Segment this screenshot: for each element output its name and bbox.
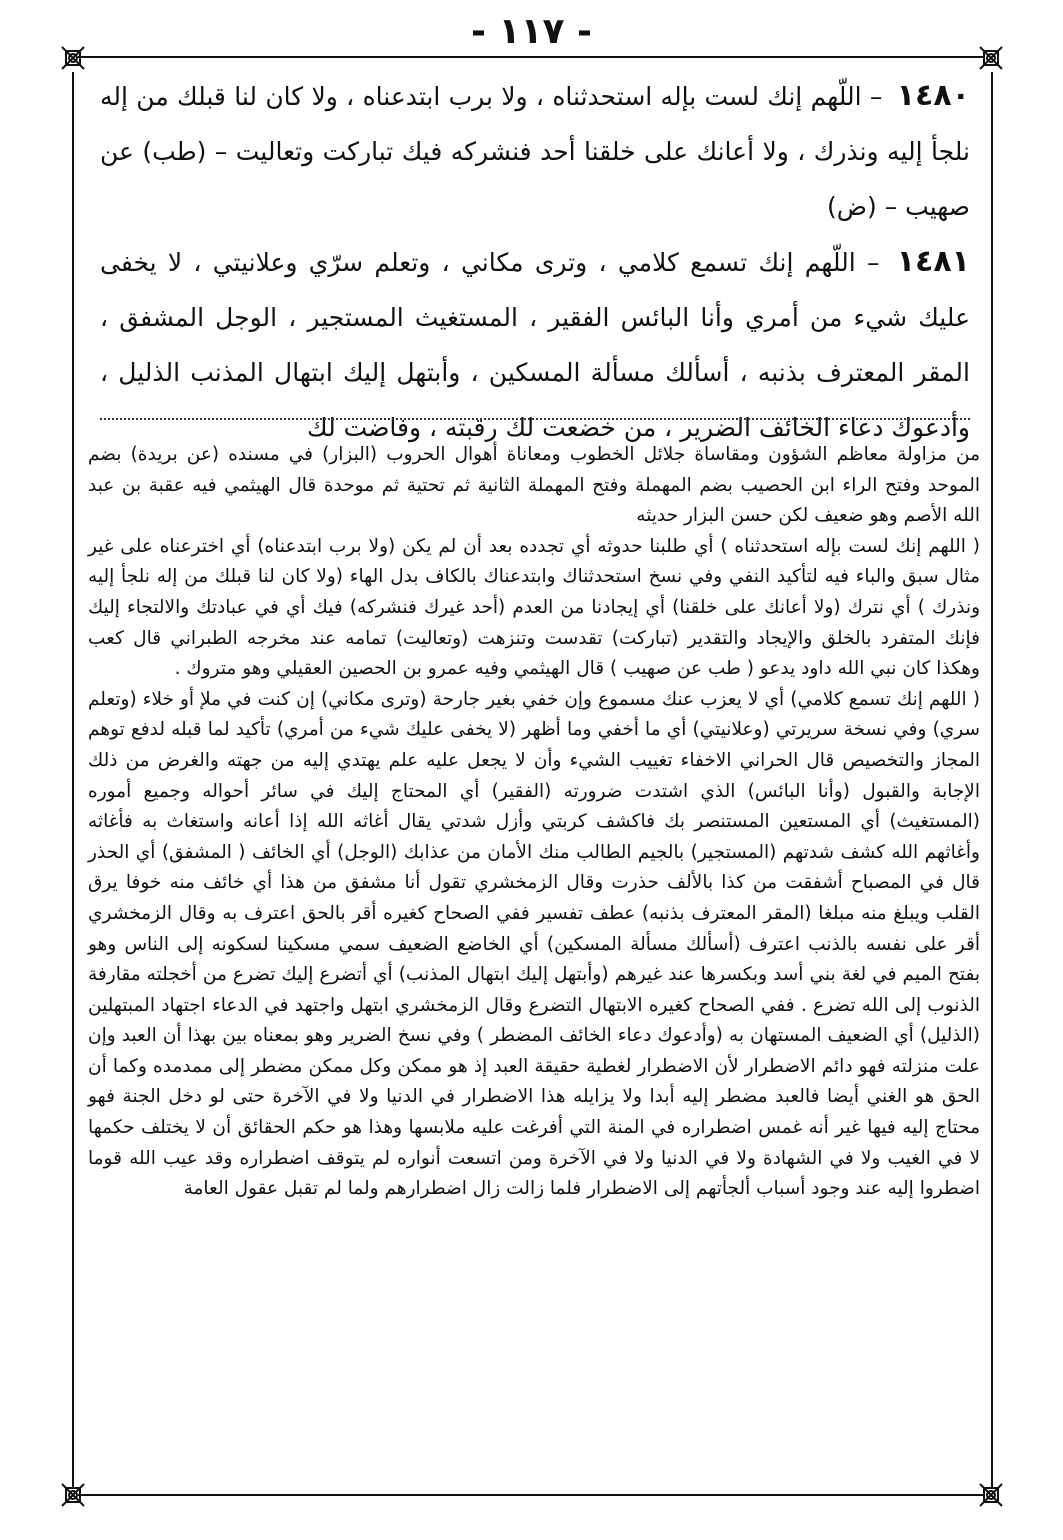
commentary-paragraph: ( اللهم إنك تسمع كلامي) أي لا يعزب عنك مسموع وإن خفي بغير جارحة (وترى مكاني) إن كنت في ملإ أو خلاء (وتعلم سري) وفي نسخة سريرتي (وعلانيتي) أي ما أخفي وما أظهر (لا يخفى عليك شيء من أمري) تأكيد لما قبله لدفع توهم المجاز والتخصيص قال الحراني الاخفاء تغييب الشيء وأن لا يجعل عليه علم يهتدي إليه من جهته والغرض من ذلك الإجابة والقبول (وأنا البائس) الذي اشتدت ضرورته (الفقير) أي المحتاج إليك في سائر أحواله وجميع أموره (المستغيث) أي المستعين المستنصر بك فاكشف كربتي وأزل شدتي يقال أغاثه الله إذا أعانه واستغاث به فأغاثه وأغاثهم الله كشف شدتهم (المستجير) بالجيم الطالب منك الأمان من عذابك (الوجل) أي الخائف ( المشفق) أي الحذر قال في المصباح أشفقت من كذا بالألف حذرت وقال الزمخشري تقول أنا مشفق من هذا أي خائف منه خوفا يرق القلب ويبلغ منه مبلغا (المقر المعترف بذنبه) عطف تفسير ففي الصحاح كغيره أقر بالحق اعترف به وقال الزمخشري أقر على نفسه بالذنب اعترف (أسألك مسألة المسكين) أي الخاضع الضعيف سمي مسكينا لسكونه إلى الناس وهو بفتح الميم في لغة بني أسد وبكسرها عند غيرهم (وأبتهل إليك ابتهال المذنب) أي أتضرع إليك تضرع من أخجلته مقارفة الذنوب إلى الله تضرع . ففي الصحاح كغيره الابتهال التضرع وقال الزمخشري ابتهل واجتهد في الدعاء اجتهاد المبتهلين (الذليل) أي الضعيف المستهان به (وأدعوك دعاء الخائف المضطر ) وفي نسخ الضرير وهو بمعناه بين بهذا أن العبد وإن علت منزلته فهو دائم الاضطرار لأن الاضطرار لغطية حقيقة العبد إذ هو ممكن وكل ممكن مضطر إلى ممدمده وكما أن الحق هو الغني أيضا فالعبد مضطر إليه أبدا ولا يزايله هذا الاضطرار في الدنيا ولا في الآخرة حتى لو دخل الجنة فهو محتاج إليه فيها غير أنه غمس اضطراره في المنة التي أفرغت عليه ملابسها وهذا هو حكم الحقائق أن لا يختلف حكمها لا في الغيب ولا في الشهادة ولا في الدنيا ولا في الآخرة ومن اتسعت أنواره لم يتوقف اضطراره وقد عيب الله قوما اضطروا إليه عند وجود أسباب ألجأتهم إلى الاضطرار فلما زالت زال اضطرارهم ولما لم تقبل عقول العامة — [88, 688, 980, 1200]
hadith-text: – اللّهم إنك تسمع كلامي ، وترى مكاني ، وتعلم سرّي وعلانيتي ، لا يخفى عليك شيء من أمري وأنا البائس الفقير ، المستغيث المستجير ، الوجل المشفق ، المقر المعترف بذنبه ، أسألك مسألة المسكين ، وأبتهل إليك ابتهال المذنب الذليل ، وأدعوك دعاء الخائف الضرير ، من خضعت لك رقبته ، وفاضت لك — [100, 248, 970, 442]
frame-left-rule — [72, 72, 74, 1487]
frame-top-rule — [78, 56, 985, 58]
corner-ornament-icon — [58, 43, 88, 73]
commentary-paragraph: من مزاولة معاظم الشؤون ومقاساة جلائل الخطوب ومعاناة أهوال الحروب (البزار) في مسنده (عن بريدة) بضم الموحد وفتح الراء ابن الحصيب بضم المهملة وفتح المهملة الثانية ثم تحتية ثم موحدة قال الهيثمي فيه عقبة بن عبد الله الأصم وهو ضعيف لكن حسن البزار حديثه — [88, 444, 980, 527]
commentary-paragraph: ( اللهم إنك لست بإله استحدثناه ) أي طلبنا حدوثه أي تجدده بعد أن لم يكن (ولا برب ابتدعناه) أي اخترعناه على غير مثال سبق والباء فيه لتأكيد النفي وفي نسخ استحدثناك وابتدعناك بالكاف بدل الهاء (ولا كان لنا قبلك من إله نلجأ إليه ونذرك ) أي نترك (ولا أعانك على خلقنا) أي إيجادنا من العدم (أحد غيرك فنشركه) فيك أي في عبادتك والالتجاء إليك فإنك المتفرد بالخلق والإيجاد والتقدير (تباركت) تقدست وتنزهت (وتعاليت) تمامه عند مخرجه الطبراني قال كعب وهكذا كان نبي الله داود يدعو ( طب عن صهيب ) قال الهيثمي وفيه عمرو بن الحصين العقيلي وهو متروك . — [88, 535, 980, 680]
hadith-number: ١٤٨١ — [896, 244, 970, 279]
commentary-block — [88, 440, 980, 1205]
hadith-1480 — [100, 68, 970, 234]
corner-ornament-icon — [976, 1480, 1006, 1510]
frame-right-rule — [991, 72, 993, 1487]
hadith-text: – اللّهم إنك لست بإله استحدثناه ، ولا برب ابتدعناه ، ولا كان لنا قبلك من إله نلجأ إليه ونذرك ، ولا أعانك على خلقنا أحد فنشركه فيك تباركت وتعاليت – (طب) عن صهيب – (ض) — [100, 82, 970, 221]
corner-ornament-icon — [58, 1480, 88, 1510]
hadith-1481 — [100, 234, 970, 455]
dotted-divider — [100, 418, 970, 420]
hadith-text-block — [100, 68, 970, 455]
frame-bottom-rule — [78, 1494, 985, 1496]
page-number: - ١١٧ - — [471, 11, 592, 52]
corner-ornament-icon — [976, 43, 1006, 73]
hadith-number: ١٤٨٠ — [896, 78, 970, 113]
